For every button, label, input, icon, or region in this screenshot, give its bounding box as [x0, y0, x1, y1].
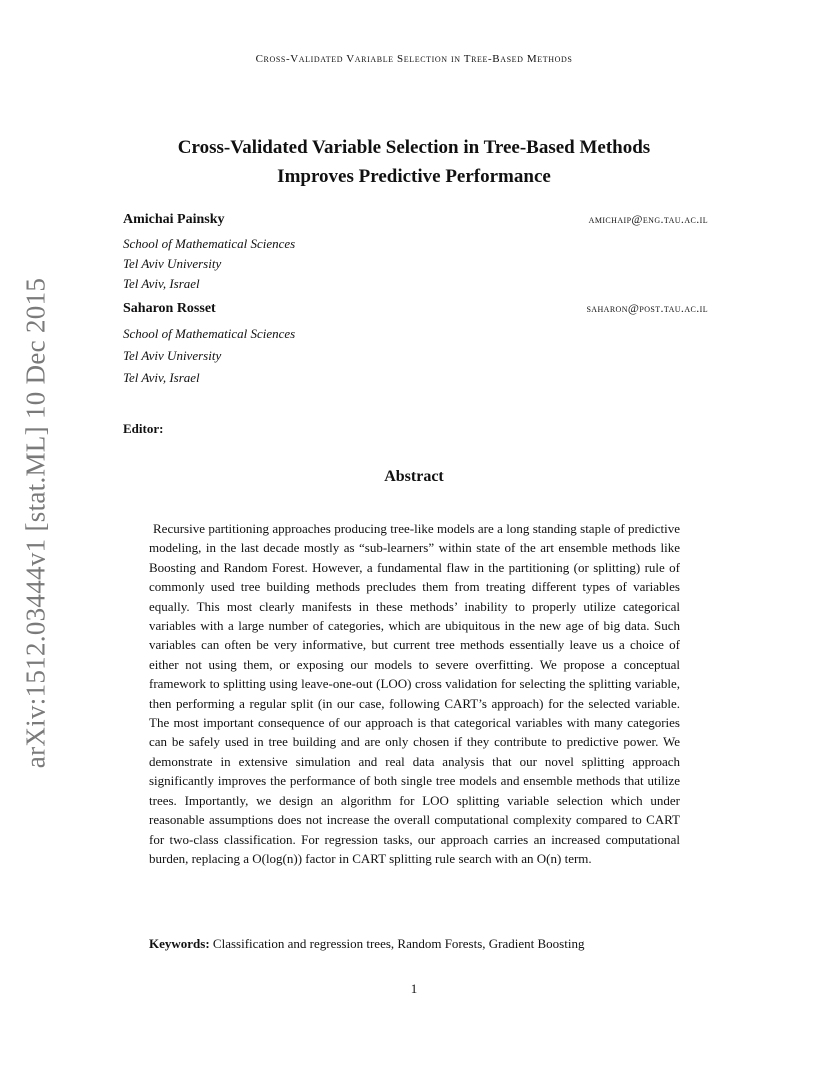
- paper-title-line-2: Improves Predictive Performance: [277, 166, 551, 187]
- editor-label: Editor:: [123, 421, 164, 436]
- affiliation-line: Tel Aviv, Israel: [123, 370, 200, 385]
- keywords-line: [149, 936, 709, 952]
- affiliation-line: School of Mathematical Sciences: [123, 236, 296, 251]
- keywords-text: Classification and regression trees, Random Forests, Gradient Boosting: [212, 936, 585, 951]
- arxiv-identifier-stamp: arXiv:1512.03444v1 [stat.ML] 10 Dec 2015: [20, 277, 51, 769]
- author-name: Amichai Painsky: [123, 212, 225, 227]
- author-block-rosset: [123, 301, 708, 389]
- affiliation-line: School of Mathematical Sciences: [123, 326, 296, 341]
- author-email[interactable]: amichaip@eng.tau.ac.il: [588, 212, 708, 226]
- running-head: Cross-Validated Variable Selection in Tree-Based Methods: [255, 53, 573, 65]
- affiliation-line: Tel Aviv University: [123, 256, 222, 271]
- paper-title: [0, 133, 828, 191]
- paper-title-line-1: Cross-Validated Variable Selection in Tree-Based Methods: [177, 137, 651, 158]
- affiliation-line: Tel Aviv, Israel: [123, 276, 200, 291]
- author-email[interactable]: saharon@post.tau.ac.il: [586, 301, 708, 315]
- author-block-painsky: [123, 212, 708, 294]
- abstract-heading: Abstract: [384, 468, 444, 485]
- page-number: 1: [410, 981, 418, 996]
- abstract-text: Recursive partitioning approaches producing tree-like models are a long standing staple of predictive modeling, in the last decade mostly as “sub-learners” within state of the art ensemble methods like Boosting and Random Forest. However, a fundamental flaw in the partitioning (or splitting) rule of commonly used tree building methods precludes them from treating different types of variables equally. This most clearly manifests in these methods’ inability to properly utilize categorical variables with a large number of categories, which are ubiquitous in the new age of big data. Such variables can often be very informative, but current tree methods essentially leave us a choice of either not using them, or exposing our models to severe overfitting. We propose a conceptual framework to splitting using leave-one-out (LOO) cross validation for selecting the splitting variable, then performing a regular split (in our case, following CART’s approach) for the selected variable. The most important consequence of our approach is that categorical variables with many categories can be safely used in tree building and are only chosen if they contribute to predictive power. We demonstrate in extensive simulation and real data analysis that our novel splitting approach significantly improves the performance of both single tree models and ensemble methods that utilize trees. Importantly, we design an algorithm for LOO splitting variable selection which under reasonable assumptions does not increase the overall computational complexity compared to CART for two-class classification. For regression tasks, our approach carries an increased computational burden, replacing a O(log(n)) factor in CART splitting rule search with an O(n) term.: [149, 521, 680, 866]
- affiliation-line: Tel Aviv University: [123, 348, 222, 363]
- author-name: Saharon Rosset: [123, 301, 216, 316]
- keywords-label: Keywords:: [149, 936, 210, 951]
